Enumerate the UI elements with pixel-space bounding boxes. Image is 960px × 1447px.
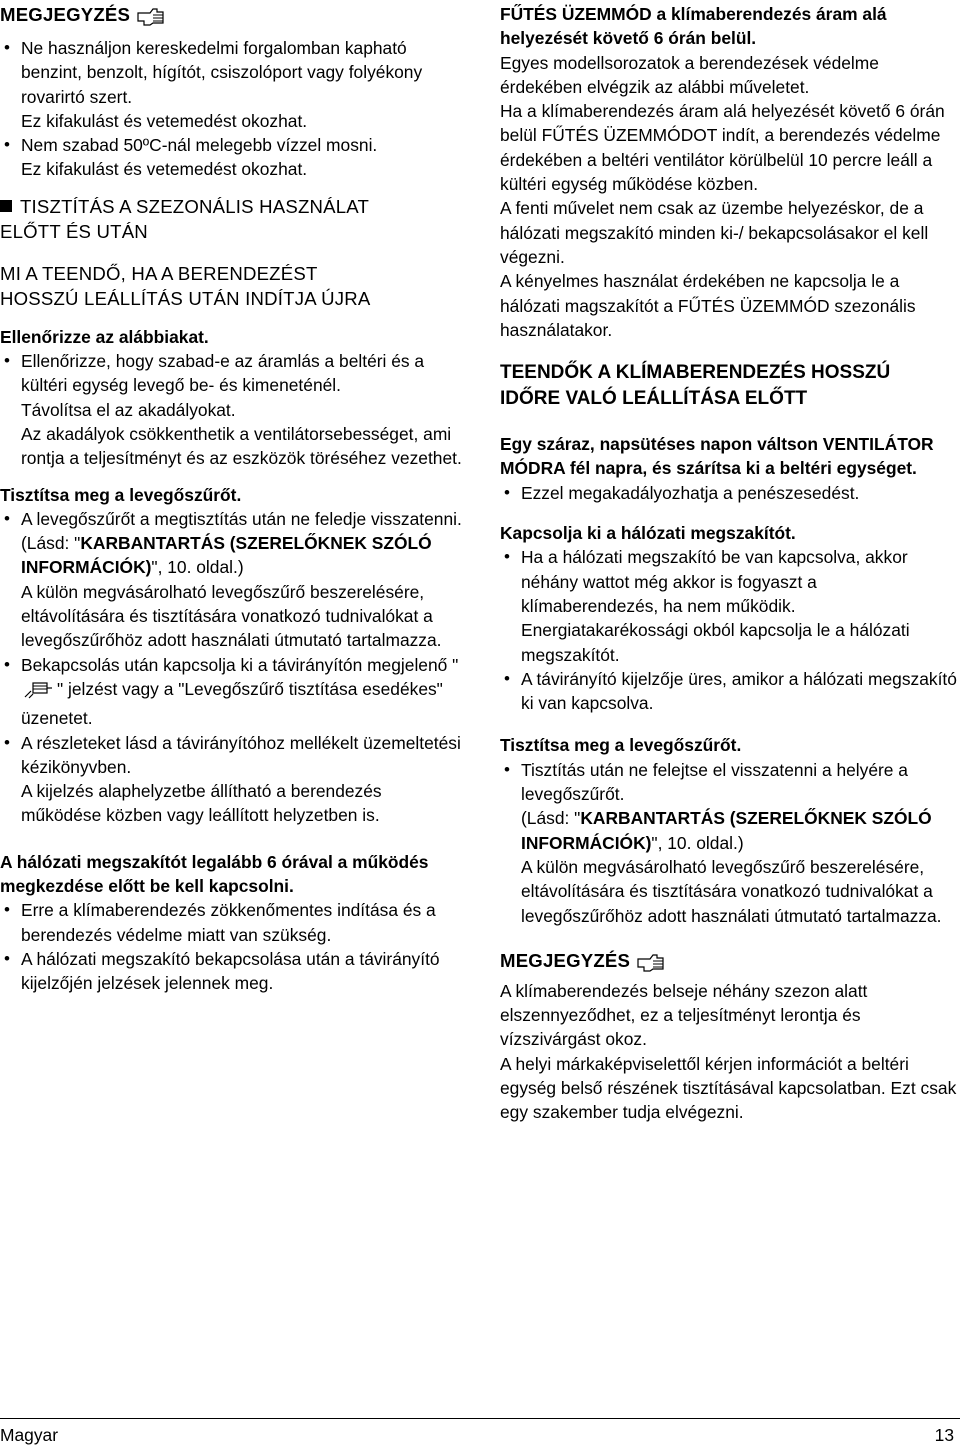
check-list — [0, 349, 462, 398]
note-heading — [0, 2, 462, 33]
note2-title: MEGJEGYZÉS — [500, 949, 631, 971]
check-heading: Ellenőrizze az alábbiakat. — [0, 326, 209, 347]
list-item: • Ezzel megakadályozhatja a penészesedést. — [500, 481, 958, 505]
note-cont: Ez kifakulást és vetemedést okozhat. — [21, 159, 308, 180]
list-item: • A levegőszűrőt a megtisztítás után ne feledje visszatenni. — [0, 507, 462, 531]
clean-cont: A külön megvásárolható levegőszűrő beszerelésére, eltávolítására és tisztítására vonatkozó tudnivalókat a levegőszűrőhöz adott használati útmutató tartalmazza. — [521, 856, 942, 926]
note-hand-icon — [136, 5, 166, 33]
filter-list-2 — [0, 653, 462, 779]
list-item: • Tisztítás után ne felejtse el visszatenni a helyére a levegőszűrőt. — [500, 758, 958, 807]
filter-sign-icon — [23, 680, 55, 706]
note-hand-icon — [636, 951, 666, 979]
heat-heading: FŰTÉS ÜZEMMÓD a klímaberendezés áram alá helyezését követő 6 órán belül. — [500, 4, 887, 49]
list-item: • Bekapcsolás után kapcsolja ki a távirányítón megjelenő "" jelzést vagy a "Levegőszűrő tisztítása esedékes" üzenetet. — [0, 653, 462, 731]
list-item: • Nem szabad 50ºC-nál melegebb vízzel mosni. — [0, 133, 462, 157]
list-item: • A hálózati megszakító bekapcsolása után a távirányító kijelzőjén jelzések jelennek meg. — [0, 947, 462, 996]
breaker-list — [500, 545, 958, 618]
check-cont-2: Az akadályok csökkenthetik a ventilátorsebességet, ami rontja a teljesítményt és az eszközök töréséhez vezethet. — [21, 423, 462, 469]
right-column — [500, 2, 958, 1125]
heat-paragraph: A kényelmes használat érdekében ne kapcsolja le a hálózati magszakítót a FŰTÉS ÜZEMMÓD szezonális használatakor. — [500, 271, 916, 340]
long-shutdown-title: TEENDŐK A KLÍMABERENDEZÉS HOSSZÚ IDŐRE VALÓ LEÁLLÍTÁSA ELŐTT — [500, 362, 891, 410]
list-item: • Ha a hálózati megszakító be van kapcsolva, akkor néhány wattot még akkor is fogyaszt a klímaberendezés, ha nem működik. — [500, 545, 958, 618]
check-cont-1: Távolítsa el az akadályokat. — [21, 399, 236, 420]
page-number: 13 — [934, 1425, 954, 1445]
note-title: MEGJEGYZÉS — [0, 4, 131, 25]
filter-cont-2: A kijelzés alaphelyzetbe állítható a berendezés működése közben vagy leállított helyzetben is. — [21, 781, 382, 826]
heat-paragraph: Ha a klímaberendezés áram alá helyezését követő 6 órán belül FŰTÉS ÜZEMMÓDOT indít, a berendezés védelme érdekében a beltéri ventilátor körülbelül 10 percre leáll a kültéri egység működése közben. — [500, 101, 945, 195]
fan-heading: Egy száraz, napsütéses napon váltson VENTILÁTOR MÓDRA fél napra, és szárítsa ki a beltéri egységet. — [500, 434, 934, 479]
footer-language: Magyar — [0, 1425, 58, 1445]
clean-heading: Tisztítsa meg a levegőszűrőt. — [500, 735, 742, 756]
power-list — [0, 898, 462, 995]
filter-reference: (Lásd: "KARBANTARTÁS (SZERELŐKNEK SZÓLÓ INFORMÁCIÓK)", 10. oldal.) — [21, 533, 432, 578]
note-list-2 — [0, 133, 462, 157]
note-cont: Ez kifakulást és vetemedést okozhat. — [21, 110, 308, 131]
breaker-cont: Energiatakarékossági okból kapcsolja le a hálózati megszakítót. — [521, 620, 910, 665]
breaker-heading: Kapcsolja ki a hálózati megszakítót. — [500, 523, 796, 544]
breaker-list-2 — [500, 667, 958, 716]
list-item: • A távirányító kijelzője üres, amikor a hálózati megszakító ki van kapcsolva. — [500, 667, 958, 716]
note2-paragraph: A helyi márkaképviselettől kérjen információt a beltéri egység belső részének tisztításával kapcsolatban. Ezt csak egy szakember tudja elvégezni. — [500, 1053, 957, 1123]
clean-list — [500, 758, 958, 807]
power-heading: A hálózati megszakítót legalább 6 órával a működés megkezdése előtt be kell kapcsolni. — [0, 851, 429, 897]
heat-paragraph: Egyes modellsorozatok a berendezések védelme érdekében elvégzik az alábbi műveletet. — [500, 52, 879, 97]
note2-paragraph: A klímaberendezés belseje néhány szezon alatt elszennyeződhet, ez a teljesítményt lerontja és vízszivárgást okoz. — [500, 980, 868, 1050]
heat-paragraph: A fenti művelet nem csak az üzembe helyezéskor, de a hálózati megszakító minden ki-/ bekapcsolásakor el kell végezni. — [500, 198, 929, 267]
filter-list — [0, 507, 462, 531]
section-marker-icon — [0, 200, 12, 212]
fan-list — [500, 481, 958, 505]
subsection-title: MI A TEENDŐ, HA A BERENDEZÉST HOSSZÚ LEÁLLÍTÁS UTÁN INDÍTJA ÚJRA — [0, 262, 371, 309]
list-item: • Erre a klímaberendezés zökkenőmentes indítása és a berendezés védelme miatt van szükség. — [0, 898, 462, 947]
list-item: • Ellenőrizze, hogy szabad-e az áramlás a beltéri és a kültéri egység levegő be- és kimeneténél. — [0, 349, 462, 398]
filter-heading: Tisztítsa meg a levegőszűrőt. — [0, 484, 242, 505]
note-list — [0, 36, 462, 109]
section-title: TISZTÍTÁS A SZEZONÁLIS HASZNÁLAT ELŐTT ÉS UTÁN — [0, 195, 370, 242]
footer-rule — [0, 1418, 960, 1419]
clean-reference: (Lásd: "KARBANTARTÁS (SZERELŐKNEK SZÓLÓ INFORMÁCIÓK)", 10. oldal.) — [521, 808, 932, 853]
filter-cont: A külön megvásárolható levegőszűrő beszerelésére, eltávolítására és tisztítására vonatkozó tudnivalókat a levegőszűrőhöz adott használati útmutató tartalmazza. — [21, 581, 442, 651]
left-column — [0, 2, 462, 996]
note2-heading — [500, 948, 958, 979]
list-item: • A részleteket lásd a távirányítóhoz mellékelt üzemeltetési kézikönyvben. — [0, 731, 462, 780]
list-item: • Ne használjon kereskedelmi forgalomban kapható benzint, benzolt, hígítót, csiszolóport vagy folyékony rovarirtó szert. — [0, 36, 462, 109]
